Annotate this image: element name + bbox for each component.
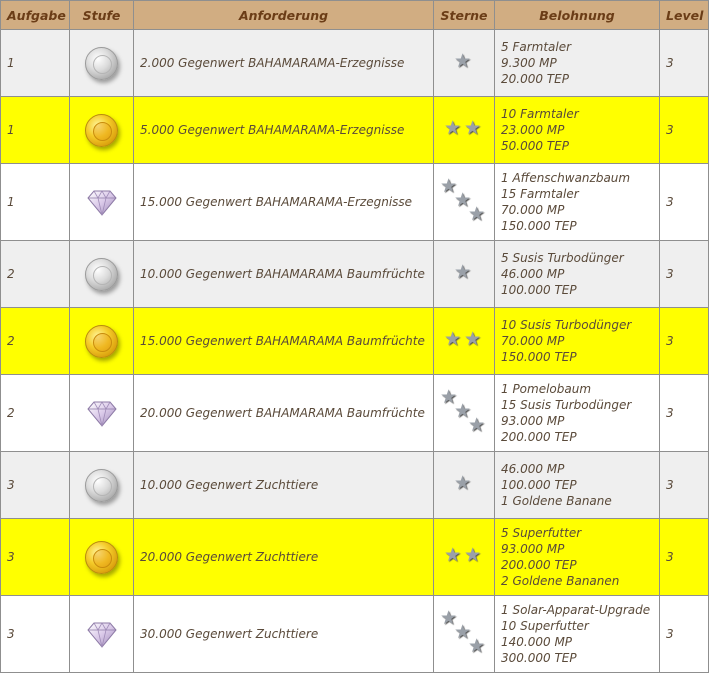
reward-item: 46.000 MP	[501, 267, 565, 281]
header-row	[1, 1, 709, 30]
level-value: 3	[660, 97, 709, 164]
stars-cell	[434, 596, 495, 673]
reward-item: 2 Goldene Bananen	[501, 574, 620, 588]
requirement-text: 5.000 Gegenwert BAHAMARAMA-Erzegnisse	[134, 97, 434, 164]
stage-cell	[70, 164, 134, 241]
star-icon: ★	[444, 116, 462, 139]
reward-item: 5 Farmtaler	[501, 40, 572, 54]
table-row	[1, 375, 709, 452]
reward-item: 15 Farmtaler	[501, 187, 579, 201]
table-row	[1, 164, 709, 241]
task-number: 2	[1, 375, 70, 452]
header-reward: Belohnung	[495, 1, 660, 30]
star-icon: ★	[440, 174, 458, 197]
stars-cell	[434, 375, 495, 452]
star-icon: ★	[464, 543, 482, 566]
reward-item: 100.000 TEP	[501, 283, 577, 297]
reward-cell	[495, 30, 660, 97]
reward-item: 150.000 TEP	[501, 350, 577, 364]
header-task: Aufgabe	[1, 1, 70, 30]
reward-cell	[495, 519, 660, 596]
header-requirement: Anforderung	[134, 1, 434, 30]
task-number: 3	[1, 519, 70, 596]
reward-item: 5 Susis Turbodünger	[501, 251, 624, 265]
gold-coin-icon	[85, 541, 118, 574]
task-number: 3	[1, 596, 70, 673]
stars-cell	[434, 30, 495, 97]
reward-item: 140.000 MP	[501, 635, 573, 649]
gold-coin-icon	[85, 114, 118, 147]
stage-cell	[70, 30, 134, 97]
level-value: 3	[660, 164, 709, 241]
reward-item: 46.000 MP	[501, 462, 565, 476]
task-number: 1	[1, 30, 70, 97]
reward-cell	[495, 308, 660, 375]
star-icon: ★	[464, 116, 482, 139]
header-stars: Sterne	[434, 1, 495, 30]
level-value: 3	[660, 30, 709, 97]
task-number: 1	[1, 97, 70, 164]
table-row	[1, 241, 709, 308]
reward-item: 20.000 TEP	[501, 72, 569, 86]
reward-item: 15 Susis Turbodünger	[501, 398, 632, 412]
reward-item: 1 Pomelobaum	[501, 382, 592, 396]
level-value: 3	[660, 308, 709, 375]
task-number: 3	[1, 452, 70, 519]
reward-item: 10 Susis Turbodünger	[501, 318, 632, 332]
reward-item: 100.000 TEP	[501, 478, 577, 492]
reward-cell	[495, 164, 660, 241]
reward-cell	[495, 241, 660, 308]
stage-cell	[70, 241, 134, 308]
diamond-icon	[87, 619, 117, 649]
requirement-text: 15.000 Gegenwert BAHAMARAMA-Erzegnisse	[134, 164, 434, 241]
reward-item: 93.000 MP	[501, 414, 565, 428]
reward-item: 1 Solar-Apparat-Upgrade	[501, 603, 651, 617]
stars-cell	[434, 452, 495, 519]
reward-item: 1 Affenschwanzbaum	[501, 171, 631, 185]
stars-cell	[434, 164, 495, 241]
table-row	[1, 308, 709, 375]
task-number: 2	[1, 241, 70, 308]
requirement-text: 30.000 Gegenwert Zuchttiere	[134, 596, 434, 673]
star-icon: ★	[444, 543, 462, 566]
stage-cell	[70, 452, 134, 519]
reward-cell	[495, 596, 660, 673]
reward-item: 150.000 TEP	[501, 219, 577, 233]
stars-cell	[434, 97, 495, 164]
reward-item: 9.300 MP	[501, 56, 557, 70]
stage-cell	[70, 97, 134, 164]
reward-item: 50.000 TEP	[501, 139, 569, 153]
star-icon: ★	[454, 399, 472, 422]
reward-item: 70.000 MP	[501, 334, 565, 348]
star-icon: ★	[454, 260, 472, 283]
reward-item: 10 Superfutter	[501, 619, 589, 633]
task-number: 2	[1, 308, 70, 375]
requirement-text: 15.000 Gegenwert BAHAMARAMA Baumfrüchte	[134, 308, 434, 375]
silver-coin-icon	[85, 258, 118, 291]
reward-cell	[495, 375, 660, 452]
star-icon: ★	[454, 471, 472, 494]
silver-coin-icon	[85, 47, 118, 80]
reward-item: 200.000 TEP	[501, 558, 577, 572]
reward-item: 70.000 MP	[501, 203, 565, 217]
star-icon: ★	[454, 620, 472, 643]
requirement-text: 20.000 Gegenwert Zuchttiere	[134, 519, 434, 596]
stage-cell	[70, 519, 134, 596]
reward-item: 23.000 MP	[501, 123, 565, 137]
requirement-text: 10.000 Gegenwert Zuchttiere	[134, 452, 434, 519]
table-row	[1, 30, 709, 97]
star-icon: ★	[440, 385, 458, 408]
star-icon: ★	[468, 634, 486, 657]
reward-item: 1 Goldene Banane	[501, 494, 612, 508]
star-icon: ★	[444, 327, 462, 350]
requirement-text: 10.000 Gegenwert BAHAMARAMA Baumfrüchte	[134, 241, 434, 308]
table-row	[1, 596, 709, 673]
header-level-stage: Stufe	[70, 1, 134, 30]
task-number: 1	[1, 164, 70, 241]
stars-cell	[434, 519, 495, 596]
star-icon: ★	[454, 49, 472, 72]
reward-item: 10 Farmtaler	[501, 107, 579, 121]
table-row	[1, 519, 709, 596]
level-value: 3	[660, 519, 709, 596]
reward-item: 93.000 MP	[501, 542, 565, 556]
level-value: 3	[660, 596, 709, 673]
level-value: 3	[660, 452, 709, 519]
reward-cell	[495, 97, 660, 164]
level-value: 3	[660, 241, 709, 308]
star-icon: ★	[454, 188, 472, 211]
diamond-icon	[87, 398, 117, 428]
stage-cell	[70, 596, 134, 673]
reward-item: 300.000 TEP	[501, 651, 577, 665]
requirement-text: 20.000 Gegenwert BAHAMARAMA Baumfrüchte	[134, 375, 434, 452]
stage-cell	[70, 375, 134, 452]
stars-cell	[434, 241, 495, 308]
level-value: 3	[660, 375, 709, 452]
reward-cell	[495, 452, 660, 519]
stars-cell	[434, 308, 495, 375]
header-level: Level	[660, 1, 709, 30]
stage-cell	[70, 308, 134, 375]
gold-coin-icon	[85, 325, 118, 358]
star-icon: ★	[440, 606, 458, 629]
table-row	[1, 97, 709, 164]
requirement-text: 2.000 Gegenwert BAHAMARAMA-Erzegnisse	[134, 30, 434, 97]
reward-item: 200.000 TEP	[501, 430, 577, 444]
star-icon: ★	[464, 327, 482, 350]
star-icon: ★	[468, 202, 486, 225]
reward-item: 5 Superfutter	[501, 526, 582, 540]
table-row	[1, 452, 709, 519]
diamond-icon	[87, 187, 117, 217]
silver-coin-icon	[85, 469, 118, 502]
star-icon: ★	[468, 413, 486, 436]
